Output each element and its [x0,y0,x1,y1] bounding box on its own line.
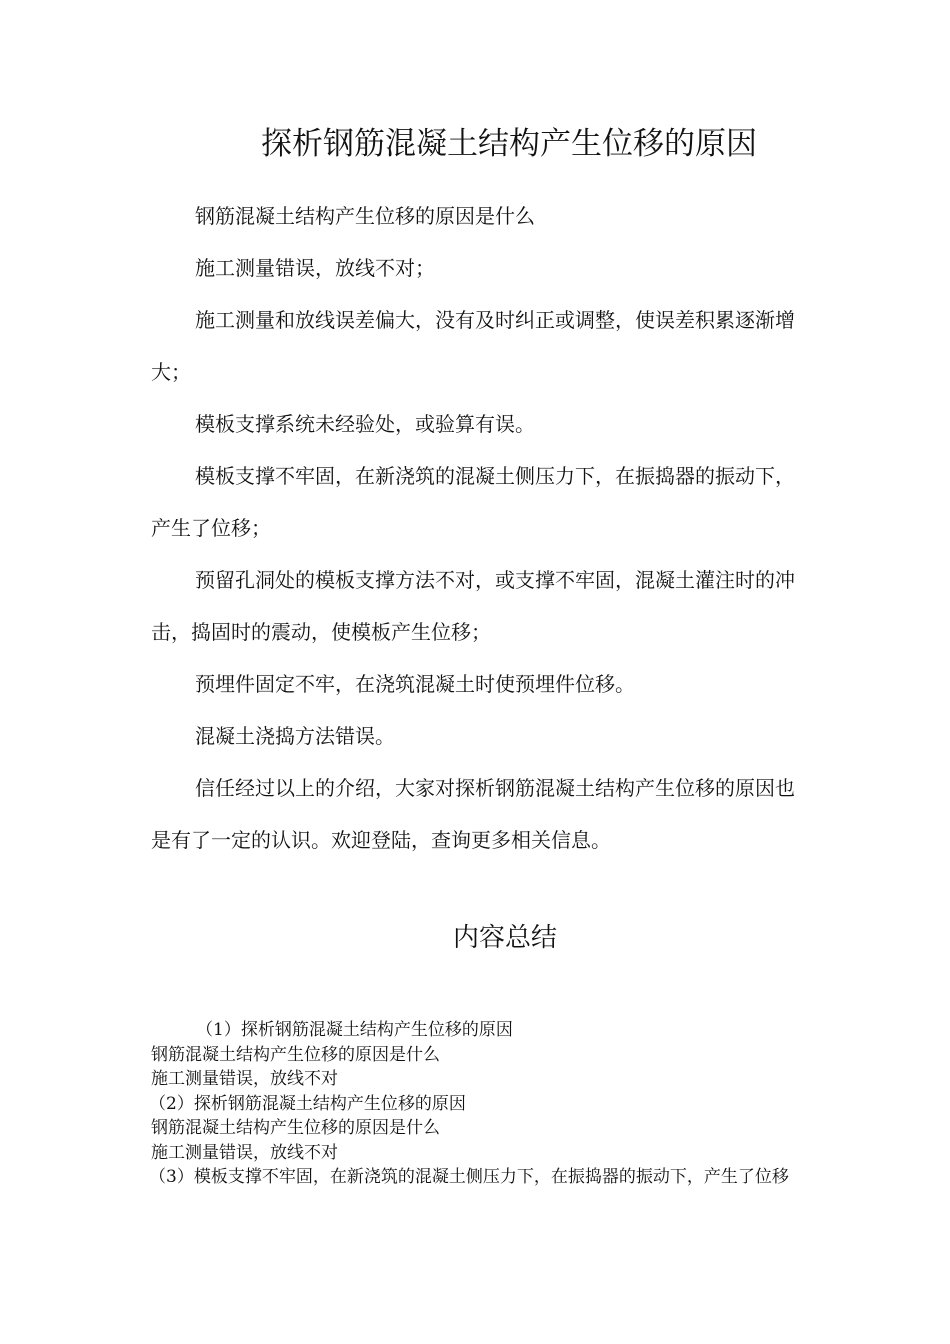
body-paragraph: 钢筋混凝土结构产生位移的原因是什么 [195,204,535,228]
body-paragraph: 模板支撑不牢固，在新浇筑的混凝土侧压力下，在振捣器的振动下，产生了位移； [151,464,795,540]
body-paragraph: 预埋件固定不牢，在浇筑混凝土时使预埋件位移。 [195,672,635,696]
body-paragraph: 预留孔洞处的模板支撑方法不对，或支撑不牢固，混凝土灌注时的冲击，捣固时的震动，使模板产生位移； [151,568,795,644]
body-paragraph: 施工测量和放线误差偏大，没有及时纠正或调整，使误差积累逐渐增大； [151,308,795,384]
summary-line: 施工测量错误，放线不对 [151,1142,338,1163]
document-title: 探析钢筋混凝土结构产生位移的原因 [261,126,757,162]
body-paragraph: 信任经过以上的介绍，大家对探析钢筋混凝土结构产生位移的原因也是有了一定的认识。欢迎登陆，查询更多相关信息。 [151,776,795,852]
body-paragraph: 模板支撑系统未经验处，或验算有误。 [195,412,535,436]
summary-line: 钢筋混凝土结构产生位移的原因是什么 [151,1118,440,1138]
summary-line: （3）模板支撑不牢固，在新浇筑的混凝土侧压力下，在振捣器的振动下，产生了位移 [149,1167,789,1187]
summary-line: （1）探析钢筋混凝土结构产生位移的原因 [196,1020,513,1040]
summary-title: 内容总结 [452,923,557,953]
summary-block [151,1018,811,1190]
summary-line: 施工测量错误，放线不对 [151,1069,338,1089]
summary-line: （2）探析钢筋混凝土结构产生位移的原因 [149,1093,466,1114]
summary-line: 钢筋混凝土结构产生位移的原因是什么 [151,1044,440,1065]
body-paragraph: 施工测量错误，放线不对； [195,256,435,280]
body-paragraph: 混凝土浇捣方法错误。 [195,724,395,748]
document-body [151,190,811,866]
